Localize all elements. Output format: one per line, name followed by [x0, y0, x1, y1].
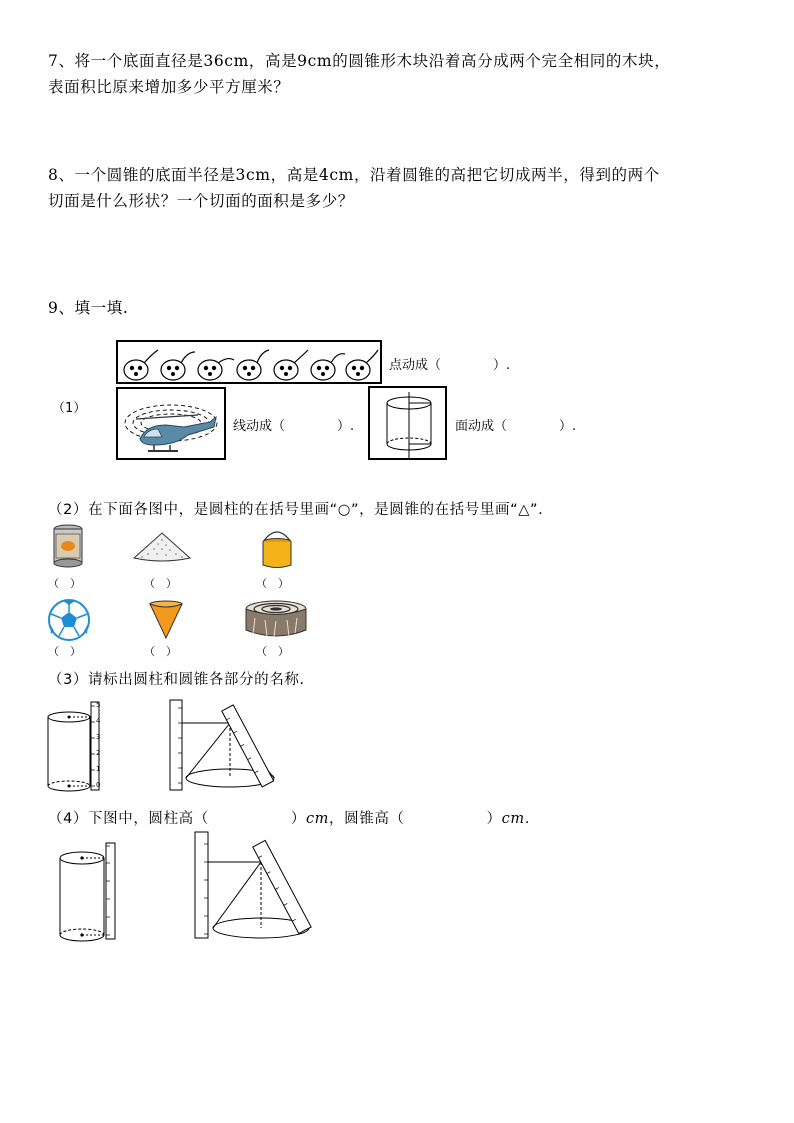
point-motion-text: 点动成（ ）. — [389, 358, 511, 373]
ruler-1: 1 — [96, 765, 101, 773]
answer-blank-6[interactable]: （ ） — [256, 645, 289, 658]
p4-prefix: （4）下图中，圆柱高（ — [48, 811, 209, 827]
p4-line — [48, 806, 530, 832]
face-rotation-box — [368, 386, 447, 460]
unit-cm-1: cm — [305, 811, 330, 827]
helicopter-box — [116, 387, 226, 460]
answer-blank-4[interactable]: （ ） — [48, 645, 81, 658]
ruler-3: 3 — [96, 733, 101, 741]
q9-title: 9、填一填. — [48, 299, 129, 317]
tree-stump-icon — [243, 600, 309, 640]
q7-line2: 表面积比原来增加多少平方厘米？ — [48, 78, 290, 96]
answer-blank-5[interactable]: （ ） — [144, 645, 177, 658]
p4-close1: ） — [290, 811, 306, 827]
tin-can-icon — [52, 524, 84, 568]
p4-mid2: ，圆锥高（ — [329, 811, 405, 827]
bucket-icon — [257, 528, 297, 570]
p2-instruction: （2）在下面各图中，是圆柱的在括号里画“○”，是圆锥的在括号里画“△”. — [48, 502, 544, 518]
soccer-ball-icon — [47, 598, 91, 642]
face-motion-text: 面动成（ ）. — [455, 419, 577, 434]
ruler-4: 4 — [96, 717, 101, 725]
p4-close2: ） — [486, 811, 502, 827]
unit-cm-2: cm — [501, 811, 525, 827]
p1-label: （1） — [52, 401, 87, 416]
ruler-2: 2 — [96, 749, 101, 757]
rotating-rectangle-cylinder-icon — [370, 388, 449, 462]
q7-line1: 7、将一个底面直径是36cm，高是9cm的圆锥形木块沿着高分成两个完全相同的木块， — [48, 52, 671, 70]
p3-instruction: （3）请标出圆柱和圆锥各部分的名称. — [48, 672, 305, 688]
helicopter-icon — [118, 389, 228, 462]
cylinder-with-ruler-diagram-2 — [58, 842, 124, 946]
answer-blank-1[interactable]: （ ） — [48, 577, 81, 590]
cone-icon — [148, 600, 184, 640]
sand-pile-cone-icon — [132, 530, 192, 562]
q8-line2: 切面是什么形状？一个切面的面积是多少？ — [48, 192, 354, 210]
ruler-5: 5 — [96, 701, 101, 709]
cone-with-ruler-diagram-1 — [168, 698, 293, 794]
q8-line1: 8、一个圆锥的底面半径是3cm，高是4cm，沿着圆锥的高把它切成两半，得到的两个 — [48, 166, 660, 184]
answer-blank-3[interactable]: （ ） — [256, 577, 289, 590]
line-motion-text: 线动成（ ）. — [233, 419, 355, 434]
cone-with-ruler-diagram-2 — [193, 830, 333, 942]
tadpole-box — [116, 340, 382, 384]
answer-blank-2[interactable]: （ ） — [144, 577, 177, 590]
p4-period: . — [524, 811, 530, 827]
tadpoles-icon — [118, 342, 384, 386]
ruler-0: 0 — [96, 781, 101, 789]
